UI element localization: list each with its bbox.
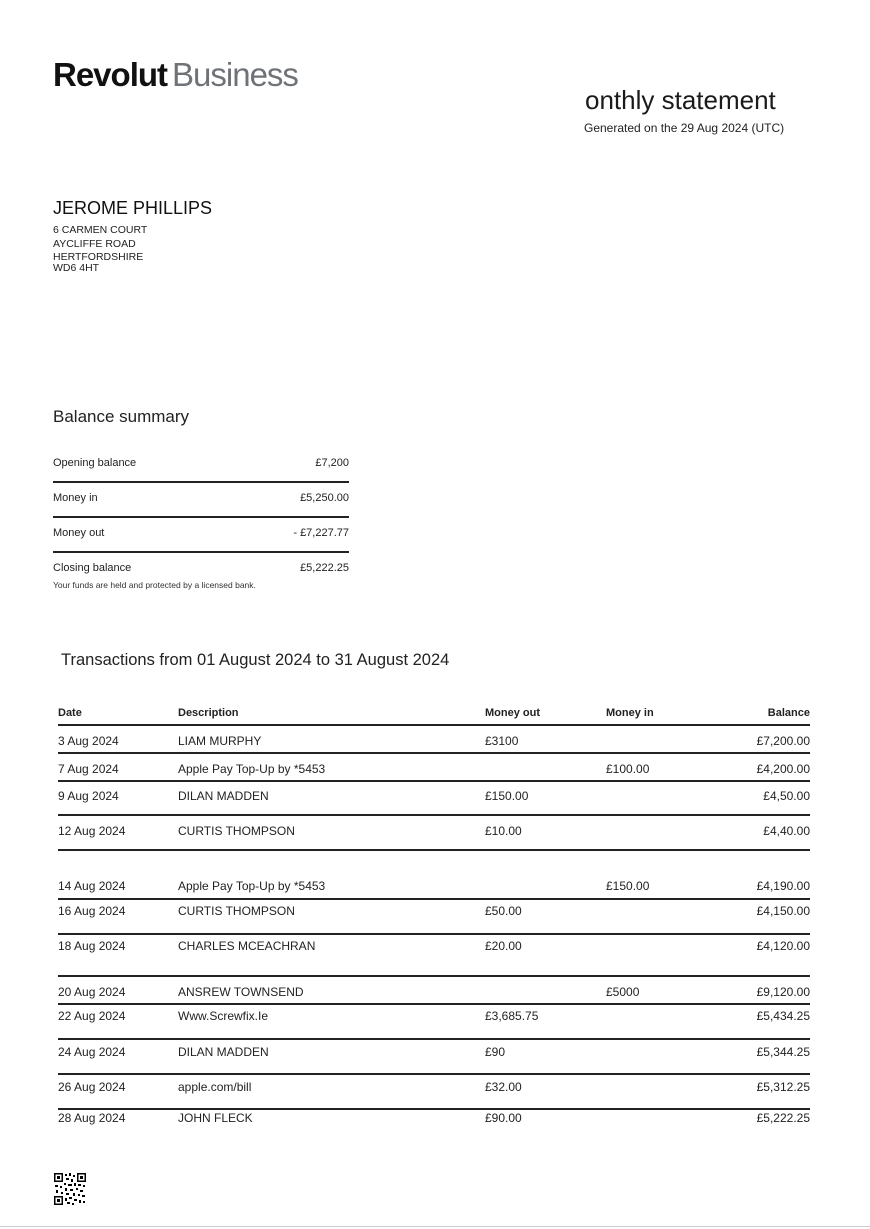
table-row	[58, 879, 810, 895]
funds-protection-note: Your funds are held and protected by a licensed bank.	[53, 580, 256, 590]
generated-date: Generated on the 29 Aug 2024 (UTC)	[584, 121, 785, 135]
footer-divider	[0, 1226, 870, 1227]
tx-money-in: £150.00	[606, 879, 650, 893]
tx-money-in: £100.00	[606, 762, 650, 776]
logo-brand: Revolut	[53, 56, 168, 93]
statement-title: onthly statement	[585, 85, 776, 115]
tx-money-out: £50.00	[485, 904, 522, 918]
table-row	[58, 904, 810, 920]
money-in-value: £5,250.00	[300, 492, 349, 504]
tx-description: apple.com/bill	[178, 1080, 252, 1094]
tx-money-out: £32.00	[485, 1080, 522, 1094]
tx-date: 22 Aug 2024	[58, 1009, 126, 1023]
opening-balance-row	[53, 448, 349, 481]
tx-date: 18 Aug 2024	[58, 939, 126, 953]
header-money-out: Money out	[485, 707, 540, 719]
tx-date: 12 Aug 2024	[58, 824, 126, 838]
tx-date: 7 Aug 2024	[58, 762, 119, 776]
tx-money-out: £90.00	[485, 1111, 522, 1125]
table-row	[58, 789, 810, 805]
tx-money-out: £20.00	[485, 939, 522, 953]
tx-balance: £5,222.25	[756, 1111, 810, 1125]
tx-balance: £5,344.25	[756, 1045, 810, 1059]
tx-balance: £9,120.00	[756, 985, 810, 999]
tx-balance: £5,434.25	[756, 1009, 810, 1023]
revolut-business-logo	[53, 56, 298, 94]
tx-date: 26 Aug 2024	[58, 1080, 126, 1094]
tx-money-out: £3100	[485, 734, 519, 748]
header-money-in: Money in	[606, 707, 654, 719]
money-in-row	[53, 483, 349, 516]
address-line-1: 6 CARMEN COURT	[53, 224, 148, 236]
tx-description: Www.Screwfix.Ie	[178, 1009, 269, 1023]
tx-date: 9 Aug 2024	[58, 789, 119, 803]
tx-date: 20 Aug 2024	[58, 985, 126, 999]
money-out-row	[53, 518, 349, 551]
closing-balance-value: £5,222.25	[300, 562, 349, 574]
table-row	[58, 1111, 810, 1127]
tx-description: DILAN MADDEN	[178, 1045, 269, 1059]
divider	[58, 933, 810, 935]
tx-balance: £4,200.00	[756, 762, 810, 776]
money-out-label: Money out	[53, 527, 105, 539]
tx-money-out: £150.00	[485, 789, 529, 803]
tx-date: 28 Aug 2024	[58, 1111, 126, 1125]
tx-description: CHARLES MCEACHRAN	[178, 939, 316, 953]
tx-date: 14 Aug 2024	[58, 879, 126, 893]
opening-balance-value: £7,200	[315, 457, 349, 469]
divider	[58, 814, 810, 816]
divider	[58, 780, 810, 782]
tx-description: CURTIS THOMPSON	[178, 824, 295, 838]
opening-balance-label: Opening balance	[53, 457, 137, 469]
tx-money-out: £3,685.75	[485, 1009, 539, 1023]
tx-balance: £4,120.00	[756, 939, 810, 953]
divider	[58, 898, 810, 900]
tx-balance: £4,150.00	[756, 904, 810, 918]
tx-description: JOHN FLECK	[178, 1111, 253, 1125]
tx-balance: £4,190.00	[756, 879, 810, 893]
table-row	[58, 1080, 810, 1096]
header-description: Description	[178, 707, 239, 719]
tx-description: Apple Pay Top-Up by *5453	[178, 762, 326, 776]
tx-description: LIAM MURPHY	[178, 734, 262, 748]
closing-balance-label: Closing balance	[53, 562, 132, 574]
divider	[58, 752, 810, 754]
tx-balance: £4,40.00	[763, 824, 810, 838]
tx-description: ANSREW TOWNSEND	[178, 985, 304, 999]
customer-name: JEROME PHILLIPS	[53, 198, 213, 218]
tx-balance: £5,312.25	[756, 1080, 810, 1094]
tx-balance: £4,50.00	[763, 789, 810, 803]
tx-money-out: £10.00	[485, 824, 522, 838]
logo-product: Business	[172, 56, 298, 93]
tx-money-out: £90	[485, 1045, 506, 1059]
table-row	[58, 985, 810, 1001]
transactions-header-row	[58, 707, 810, 721]
tx-money-in: £5000	[606, 985, 640, 999]
tx-description: Apple Pay Top-Up by *5453	[178, 879, 326, 893]
money-out-value: - £7,227.77	[293, 527, 349, 539]
tx-balance: £7,200.00	[756, 734, 810, 748]
divider	[58, 1038, 810, 1040]
header-balance: Balance	[767, 707, 810, 719]
tx-description: DILAN MADDEN	[178, 789, 269, 803]
table-row	[58, 824, 810, 840]
tx-description: CURTIS THOMPSON	[178, 904, 295, 918]
tx-date: 16 Aug 2024	[58, 904, 126, 918]
divider	[58, 1108, 810, 1110]
money-in-label: Money in	[53, 492, 98, 504]
table-row	[58, 734, 810, 750]
divider	[58, 1003, 810, 1005]
table-row	[58, 762, 810, 778]
address-line-3: HERTFORDSHIRE	[53, 251, 144, 263]
qr-code-icon	[54, 1173, 86, 1205]
transactions-title: Transactions from 01 August 2024 to 31 August 2024	[61, 651, 450, 669]
address-line-4: WD6 4HT	[53, 262, 100, 274]
divider	[58, 849, 810, 851]
table-row	[58, 1045, 810, 1061]
address-line-2: AYCLIFFE ROAD	[53, 238, 136, 250]
header-date: Date	[58, 707, 82, 719]
divider	[58, 724, 810, 726]
table-row	[58, 939, 810, 955]
divider	[58, 1073, 810, 1075]
tx-date: 24 Aug 2024	[58, 1045, 126, 1059]
table-row	[58, 1009, 810, 1025]
tx-date: 3 Aug 2024	[58, 734, 119, 748]
balance-summary-title: Balance summary	[53, 407, 190, 426]
balance-summary-table	[53, 448, 349, 586]
divider	[58, 975, 810, 977]
